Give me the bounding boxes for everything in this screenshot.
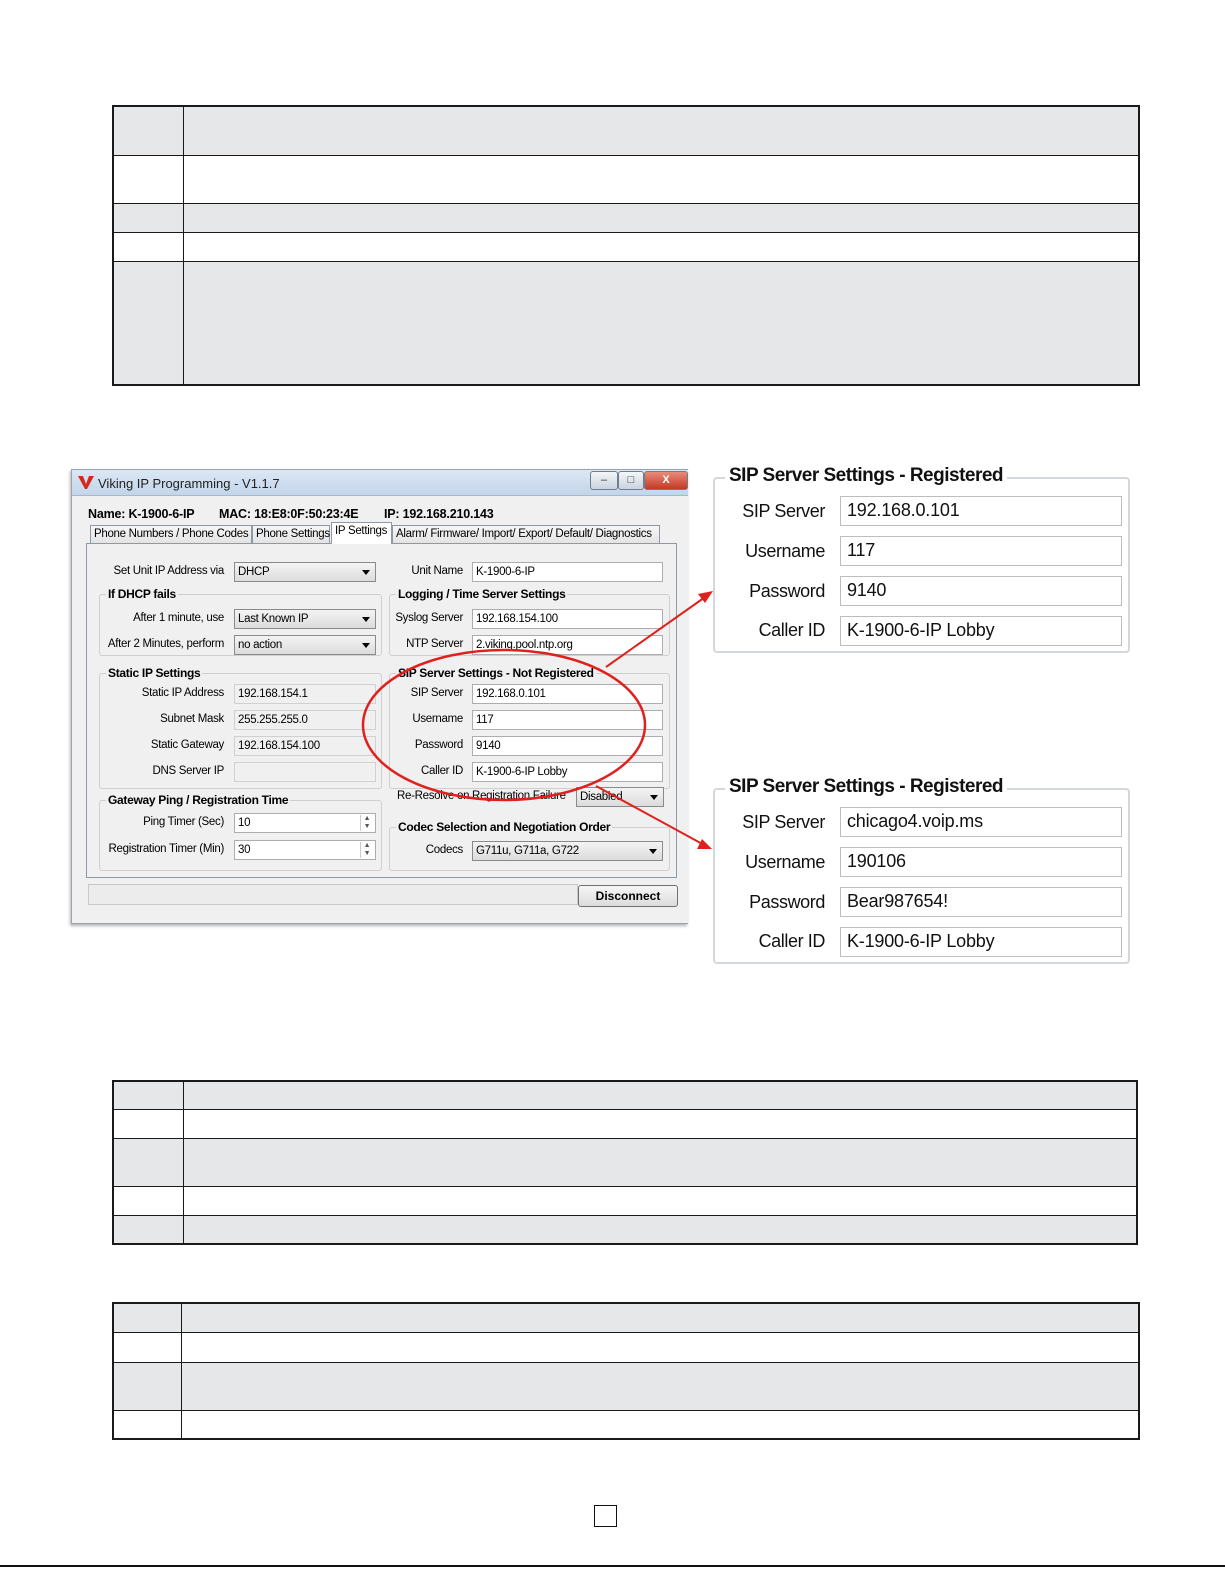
ping-timer-stepper[interactable]: 10 ▲ ▼ [234, 813, 376, 833]
group-title: If DHCP fails [108, 587, 176, 601]
registration-timer-stepper[interactable]: 30 ▲ ▼ [234, 840, 376, 860]
tab-phone-numbers[interactable]: Phone Numbers / Phone Codes [90, 525, 252, 543]
caller-id-label: Caller ID [758, 931, 825, 951]
codecs-label: Codecs [425, 844, 463, 856]
reresolve-select[interactable]: Disabled [576, 787, 664, 807]
ping-timer-label: Ping Timer (Sec) [143, 816, 224, 828]
after1-label: After 1 minute, use [133, 612, 224, 624]
reresolve-label: Re-Resolve on Registration Failure [397, 790, 566, 802]
group-title: Logging / Time Server Settings [398, 587, 566, 601]
table-row [113, 1138, 1137, 1186]
subnet-mask-field[interactable]: 255.255.255.0 [234, 710, 376, 730]
sip-username-label: Username [412, 713, 463, 725]
caller-id-field[interactable]: K-1900-6-IP Lobby [840, 616, 1122, 646]
username-label: Username [745, 852, 825, 872]
table-row [113, 1215, 1137, 1244]
caller-id-label: Caller ID [758, 620, 825, 640]
caller-id-field[interactable]: K-1900-6-IP Lobby [840, 927, 1122, 957]
table-row [113, 1186, 1137, 1215]
sip-username-field[interactable]: 117 [472, 710, 663, 730]
after1-select[interactable]: Last Known IP [234, 609, 376, 629]
maximize-button[interactable]: □ [618, 471, 644, 490]
page-number-box [594, 1505, 617, 1527]
password-label: Password [749, 581, 825, 601]
username-field[interactable]: 117 [840, 536, 1122, 566]
device-mac: MAC: 18:E8:0F:50:23:4E [219, 507, 359, 521]
disconnect-button[interactable]: Disconnect [578, 885, 678, 907]
highlight-ellipse [363, 650, 645, 800]
table-row [113, 1081, 1137, 1109]
static-ip-field[interactable]: 192.168.154.1 [234, 684, 376, 704]
static-gateway-label: Static Gateway [150, 739, 224, 751]
after2-label: After 2 Minutes, perform [107, 638, 224, 650]
sip-server-label: SIP Server [742, 501, 825, 521]
static-ip-label: Static IP Address [141, 687, 224, 699]
sip-server-field[interactable]: 192.168.0.101 [472, 684, 663, 704]
spinner-arrows-icon[interactable]: ▲ ▼ [360, 815, 373, 831]
table-row [113, 1332, 1139, 1362]
close-button[interactable]: X [644, 471, 688, 490]
sip-password-field[interactable]: 9140 [472, 736, 663, 756]
subnet-mask-label: Subnet Mask [160, 713, 224, 725]
syslog-server-label: Syslog Server [395, 612, 463, 624]
after2-select[interactable]: no action [234, 635, 376, 655]
table-row [113, 1362, 1139, 1410]
group-title: Static IP Settings [108, 666, 201, 680]
dns-server-label: DNS Server IP [152, 765, 224, 777]
sip-server-label: SIP Server [742, 812, 825, 832]
box-title: SIP Server Settings - Registered [725, 465, 1007, 487]
tab-phone-settings[interactable]: Phone Settings [252, 525, 330, 543]
codecs-select[interactable]: G711u, G711a, G722 [472, 841, 663, 861]
ntp-server-label: NTP Server [406, 638, 463, 650]
device-name: Name: K-1900-6-IP [88, 507, 195, 521]
table-row [113, 1303, 1139, 1332]
table-row [113, 1109, 1137, 1138]
arrow-line-1 [606, 595, 708, 667]
username-label: Username [745, 541, 825, 561]
table-row [113, 1410, 1139, 1439]
spinner-arrows-icon[interactable]: ▲ ▼ [360, 842, 373, 858]
username-field[interactable]: 190106 [840, 847, 1122, 877]
device-ip: IP: 192.168.210.143 [384, 507, 494, 521]
static-gateway-field[interactable]: 192.168.154.100 [234, 736, 376, 756]
syslog-server-field[interactable]: 192.168.154.100 [472, 609, 663, 629]
caller-id-label: Caller ID [420, 765, 463, 777]
registration-timer-label: Registration Timer (Min) [108, 843, 224, 855]
sip-server-field[interactable]: chicago4.voip.ms [840, 807, 1122, 837]
middle-table [112, 1080, 1138, 1245]
window-title: Viking IP Programming - V1.1.7 [98, 476, 280, 491]
caller-id-field[interactable]: K-1900-6-IP Lobby [472, 762, 663, 782]
arrow-head-2-icon [697, 839, 712, 849]
tab-ip-settings[interactable]: IP Settings [331, 522, 392, 544]
tab-alarm-firmware[interactable]: Alarm/ Firmware/ Import/ Export/ Default/ Diagnostics [392, 525, 660, 543]
sip-server-label: SIP Server [410, 687, 463, 699]
footer-rule [0, 1565, 1225, 1567]
sip-password-label: Password [414, 739, 463, 751]
password-label: Password [749, 892, 825, 912]
group-title: SIP Server Settings - Not Registered [398, 666, 594, 680]
unit-name-field[interactable]: K-1900-6-IP [472, 562, 663, 582]
unit-name-label: Unit Name [411, 565, 463, 577]
group-title: Codec Selection and Negotiation Order [398, 820, 611, 834]
box-title: SIP Server Settings - Registered [725, 776, 1007, 798]
arrow-line-2 [596, 786, 706, 846]
minimize-button[interactable]: – [590, 471, 618, 490]
set-ip-select[interactable]: DHCP [234, 562, 376, 582]
group-title: Gateway Ping / Registration Time [108, 793, 289, 807]
sip-server-field[interactable]: 192.168.0.101 [840, 496, 1122, 526]
bottom-table [112, 1302, 1140, 1440]
ntp-server-field[interactable]: 2.viking.pool.ntp.org [472, 635, 663, 655]
set-ip-label: Set Unit IP Address via [113, 565, 224, 577]
password-field[interactable]: 9140 [840, 576, 1122, 606]
password-field[interactable]: Bear987654! [840, 887, 1122, 917]
